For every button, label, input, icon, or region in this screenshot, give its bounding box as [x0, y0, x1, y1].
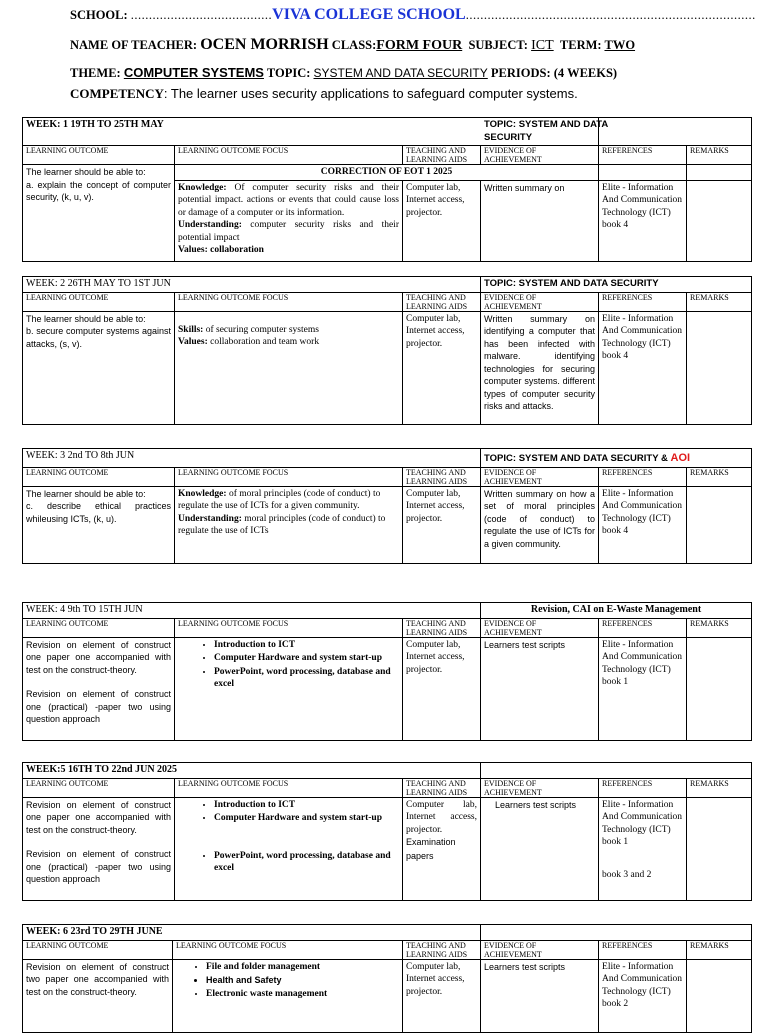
col-remarks: REMARKS	[687, 940, 752, 959]
col-learning-outcome: LEARNING OUTCOME	[23, 292, 175, 311]
evidence: Written summary on how a set of moral principles (code of conduct) to regulate the use of ICTs for a given community.	[481, 486, 599, 563]
outcome-paper-one: Revision on element of construct one paper one accompanied with test on the construct-theory.	[26, 799, 171, 835]
teacher-name: OCEN MORRISH	[200, 36, 329, 53]
topic-text: TOPIC: SYSTEM AND DATA SECURITY &	[484, 453, 668, 464]
col-focus: LEARNING OUTCOME FOCUS	[175, 778, 403, 797]
evidence: Learners test scripts	[481, 959, 599, 1032]
focus-label: Understanding:	[178, 220, 242, 230]
remarks	[687, 486, 752, 563]
refs-extra: book 3 and 2	[602, 869, 652, 880]
col-aids: TEACHING AND LEARNING AIDS	[403, 778, 481, 797]
col-references: REFERENCES	[599, 292, 687, 311]
col-focus: LEARNING OUTCOME FOCUS	[173, 940, 403, 959]
aids-extra: Examination papers	[406, 837, 456, 861]
term-value: TWO	[604, 38, 636, 52]
week-title	[23, 603, 481, 619]
focus-item: • Health and Safety	[206, 974, 399, 987]
col-focus: LEARNING OUTCOME FOCUS	[175, 146, 403, 165]
subject-label: SUBJECT:	[468, 38, 528, 52]
focus-label: Skills:	[178, 324, 204, 335]
outcome-focus	[175, 180, 403, 261]
week-topic: TOPIC: SYSTEM AND DATA SECURITY	[481, 277, 752, 293]
week-topic	[481, 449, 752, 468]
col-evidence: EVIDENCE OF ACHIEVEMENT	[481, 467, 599, 486]
theme-label: THEME:	[70, 66, 121, 80]
col-evidence: EVIDENCE OF ACHIEVEMENT	[481, 146, 599, 165]
focus-item: • Introduction to ICT	[214, 639, 399, 652]
focus-text: computer security risks and their potential impact	[178, 220, 399, 243]
col-references: REFERENCES	[599, 778, 687, 797]
teacher-line	[70, 36, 635, 54]
class-value: FORM FOUR	[376, 38, 463, 53]
learning-outcome: The learner should be able to: c. describe ethical practices whileusing ICTs, (k, u).	[23, 486, 175, 563]
week-title: WEEK:5 16TH TO 22nd JUN 2025	[23, 763, 481, 779]
week-topic: Revision, CAI on E-Waste Management	[481, 603, 752, 619]
teaching-aids: Computer lab, Internet access, projector.	[403, 180, 481, 261]
col-learning-outcome: LEARNING OUTCOME	[23, 467, 175, 486]
teacher-label: NAME OF TEACHER:	[70, 38, 198, 52]
col-learning-outcome: LEARNING OUTCOME	[23, 146, 175, 165]
term-label: TERM:	[559, 38, 602, 52]
col-evidence: EVIDENCE OF ACHIEVEMENT	[481, 778, 599, 797]
col-references: REFERENCES	[599, 467, 687, 486]
col-aids: TEACHING AND LEARNING AIDS	[403, 467, 481, 486]
week-4-table	[22, 602, 752, 741]
outcome-focus	[175, 797, 403, 900]
school-name: VIVA COLLEGE SCHOOL	[272, 6, 466, 23]
competency-line	[70, 86, 578, 102]
evidence: Learners test scripts	[481, 797, 599, 900]
outcome-focus	[175, 637, 403, 740]
competency-label: COMPETENCY	[70, 86, 164, 101]
correction-banner: CORRECTION OF EOT 1 2025	[175, 165, 599, 181]
remarks	[687, 637, 752, 740]
col-aids: TEACHING AND LEARNING AIDS	[403, 292, 481, 311]
aoi-tag: AOI	[670, 452, 691, 464]
week-title: WEEK: 3 2nd TO 8th JUN	[23, 449, 481, 468]
focus-item: • Introduction to ICT	[214, 799, 399, 812]
focus-text: moral principles (code of conduct) to regulate the use of ICTs	[178, 513, 386, 536]
title-text: WEEK: 4 9th TO 15TH JUN	[26, 604, 143, 615]
week-title: WEEK: 2 26TH MAY TO 1ST JUN	[23, 277, 481, 293]
week-title: WEEK: 1 19TH TO 25TH MAY	[23, 118, 599, 146]
col-evidence: EVIDENCE OF ACHIEVEMENT	[481, 618, 599, 637]
references	[599, 797, 687, 900]
evidence: Written summary on	[481, 180, 599, 261]
col-aids: TEACHING AND LEARNING AIDS	[403, 618, 481, 637]
col-remarks: REMARKS	[687, 618, 752, 637]
learning-outcome	[23, 637, 175, 740]
references: Elite - Information And Communication Technology (ICT) book 4	[599, 180, 687, 261]
focus-label: Values:	[178, 337, 208, 347]
teaching-aids: Computer lab, Internet access, projector.	[403, 959, 481, 1032]
learning-outcome: Revision on element of construct two paper one accompanied with test on the construct-theory.	[23, 959, 173, 1032]
teaching-aids: Computer lab, Internet access, projector.	[403, 486, 481, 563]
focus-label: Understanding:	[178, 513, 242, 524]
refs-text: Elite - Information And Communication Technology (ICT) book 1	[602, 799, 682, 847]
focus-text: Of computer security risks and their potential impact. actions or events that could cause loss or damage of a computer or its information.	[178, 182, 399, 218]
outcome-paper-one: Revision on element of construct one paper one accompanied with test on the construct-theory.	[26, 639, 171, 675]
evidence: Learners test scripts	[481, 637, 599, 740]
focus-item: • Computer Hardware and system start-up	[214, 812, 399, 825]
col-remarks: REMARKS	[687, 146, 752, 165]
dots: ................................................................................	[465, 8, 756, 22]
competency-text: : The learner uses security applications to safeguard computer systems.	[163, 86, 578, 101]
col-evidence: EVIDENCE OF ACHIEVEMENT	[481, 292, 599, 311]
col-learning-outcome: LEARNING OUTCOME	[23, 940, 173, 959]
col-remarks: REMARKS	[687, 778, 752, 797]
references: Elite - Information And Communication Technology (ICT) book 1	[599, 637, 687, 740]
week-title: WEEK: 6 23rd TO 29TH JUNE	[23, 925, 481, 941]
focus-label: Values: collaboration	[178, 245, 264, 255]
col-references: REFERENCES	[599, 618, 687, 637]
outcome-focus	[175, 311, 403, 424]
topic-label: TOPIC:	[266, 66, 311, 80]
col-references: REFERENCES	[599, 940, 687, 959]
school-label: SCHOOL:	[70, 8, 128, 22]
learning-outcome	[23, 797, 175, 900]
topic-text: TOPIC: SYSTEM AND DATA SECURITY	[484, 119, 608, 143]
col-aids: TEACHING AND LEARNING AIDS	[403, 940, 481, 959]
references: Elite - Information And Communication Technology (ICT) book 4	[599, 486, 687, 563]
remarks	[687, 180, 752, 261]
week-5-table	[22, 762, 752, 901]
periods: PERIODS: (4 WEEKS)	[490, 66, 618, 80]
remarks	[687, 959, 752, 1032]
outcome-paper-two: Revision on element of construct one (practical) -paper two using question approach	[26, 689, 171, 724]
theme-line	[70, 65, 617, 81]
topic-value: SYSTEM AND DATA SECURITY	[313, 66, 488, 80]
references: Elite - Information And Communication Technology (ICT) book 4	[599, 311, 687, 424]
focus-item: • Computer Hardware and system start-up	[214, 652, 399, 665]
class-label: CLASS:	[331, 38, 377, 52]
col-learning-outcome: LEARNING OUTCOME	[23, 618, 175, 637]
focus-text: of moral principles (code of conduct) to regulate the use of ICTs for a given community.	[178, 488, 381, 511]
col-references: REFERENCES	[599, 146, 687, 165]
col-learning-outcome: LEARNING OUTCOME	[23, 778, 175, 797]
school-line	[70, 6, 756, 24]
col-evidence: EVIDENCE OF ACHIEVEMENT	[481, 940, 599, 959]
focus-item: • PowerPoint, word processing, database and excel	[214, 666, 399, 691]
focus-text: collaboration and team work	[207, 337, 320, 347]
remarks	[687, 311, 752, 424]
teaching-aids: Computer lab, Internet access, projector.	[403, 311, 481, 424]
week-1-table	[22, 117, 752, 262]
col-focus: LEARNING OUTCOME FOCUS	[175, 618, 403, 637]
theme-value: COMPUTER SYSTEMS	[123, 65, 264, 80]
week-3-table	[22, 448, 752, 564]
outcome-focus	[173, 959, 403, 1032]
focus-item: • File and folder management	[206, 961, 399, 974]
focus-text: of securing computer systems	[203, 324, 319, 335]
col-remarks: REMARKS	[687, 467, 752, 486]
learning-outcome: The learner should be able to: b. secure computer systems against attacks, (s, v).	[23, 311, 175, 424]
teaching-aids	[403, 797, 481, 900]
outcome-paper-two: Revision on element of construct one (practical) -paper two using question approach	[26, 849, 171, 884]
focus-item: • PowerPoint, word processing, database and excel	[214, 850, 399, 875]
remarks	[687, 797, 752, 900]
col-focus: LEARNING OUTCOME FOCUS	[175, 467, 403, 486]
learning-outcome: The learner should be able to: a. explain the concept of computer security, (k, u, v).	[23, 165, 175, 262]
col-remarks: REMARKS	[687, 292, 752, 311]
dots: .......................................	[130, 8, 273, 22]
outcome-focus	[175, 486, 403, 563]
focus-label: Knowledge:	[178, 488, 227, 499]
week-6-table	[22, 924, 752, 1033]
references: Elite - Information And Communication Technology (ICT) book 2	[599, 959, 687, 1032]
col-focus: LEARNING OUTCOME FOCUS	[175, 292, 403, 311]
subject-value: ICT	[531, 38, 554, 53]
focus-item: • Electronic waste management	[206, 988, 399, 1001]
aids-text: Computer lab, Internet access, projector.	[406, 799, 477, 835]
focus-label: Knowledge:	[178, 182, 227, 193]
week-topic	[481, 118, 634, 146]
col-aids: TEACHING AND LEARNING AIDS	[403, 146, 481, 165]
teaching-aids: Computer lab, Internet access, projector.	[403, 637, 481, 740]
evidence: Written summary on identifying a computer that has been infected with malware. identifying technologies for securing computer systems. different types of computer security risks and attacks.	[481, 311, 599, 424]
week-2-table	[22, 276, 752, 425]
